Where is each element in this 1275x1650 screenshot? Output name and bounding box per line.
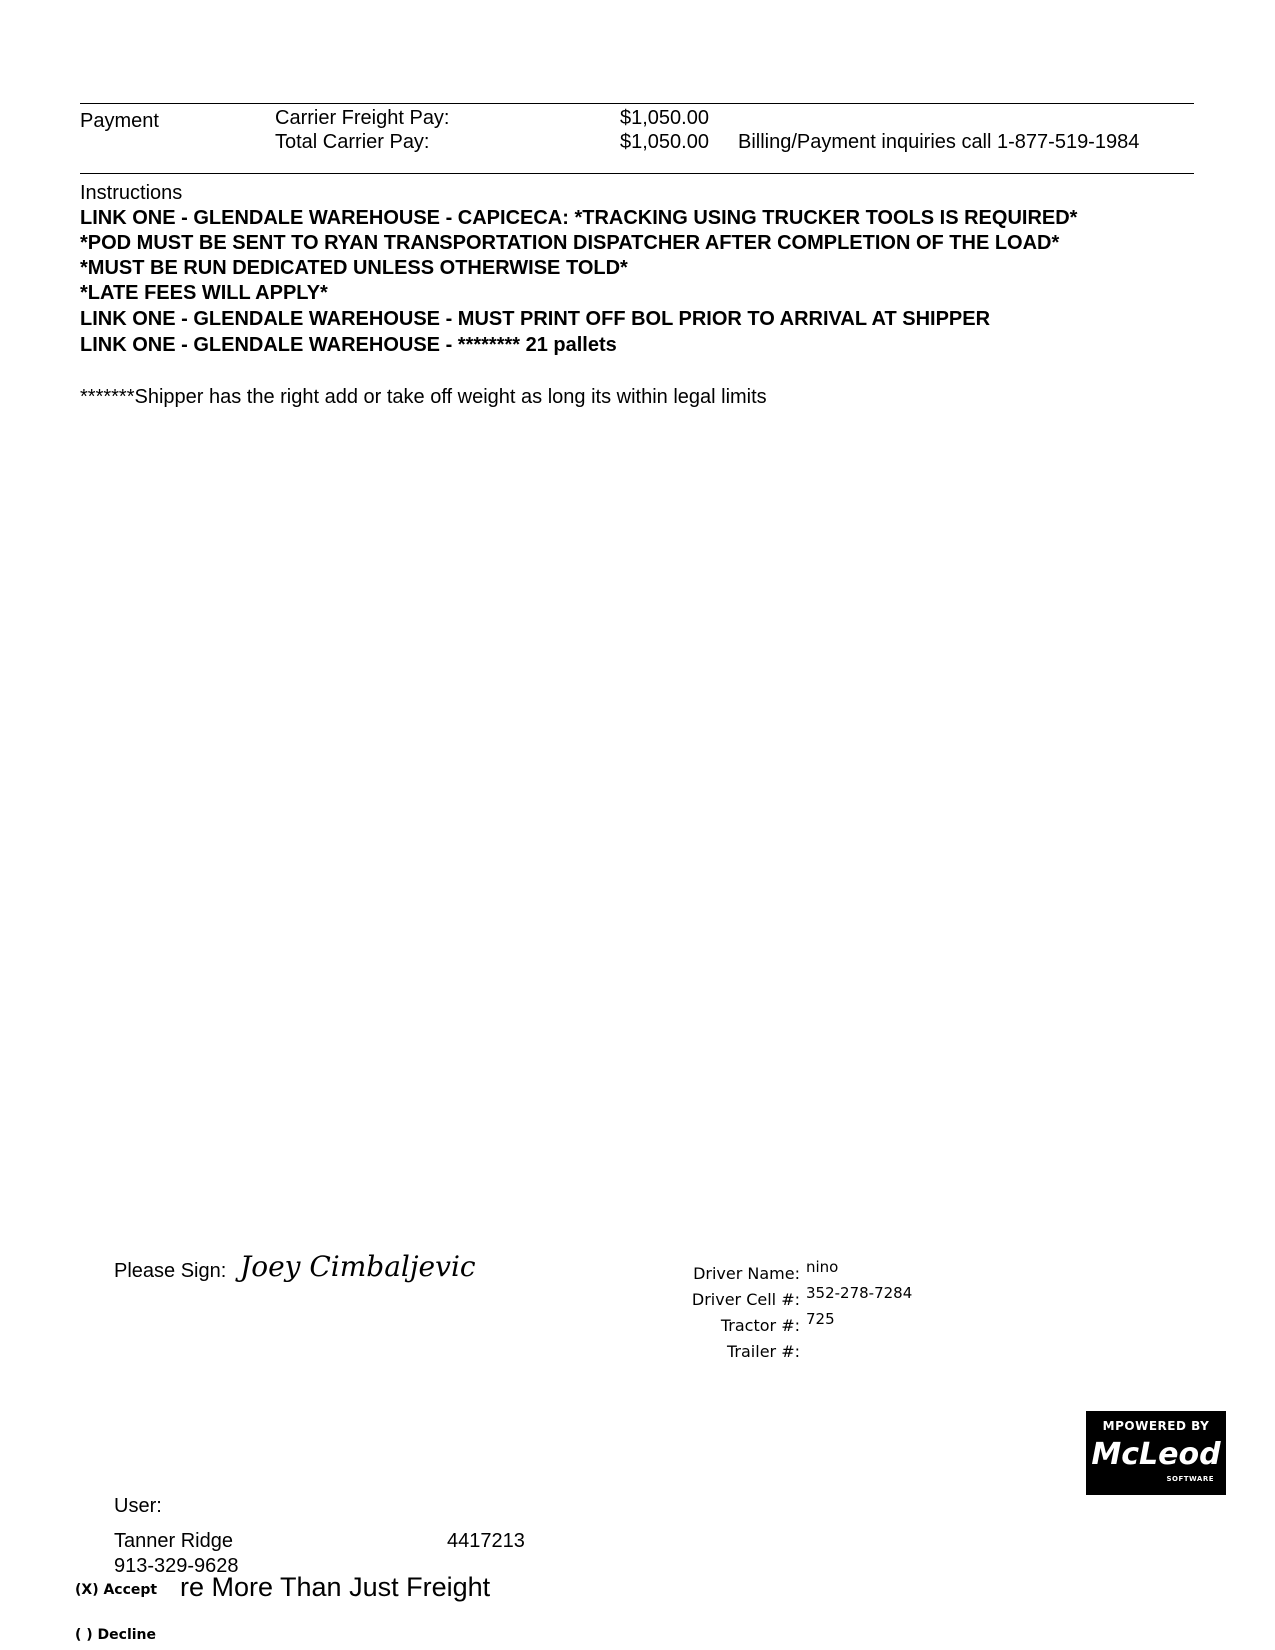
tractor-label: Tractor #: bbox=[720, 1316, 800, 1335]
instructions-heading: Instructions bbox=[80, 182, 183, 204]
logo-brand-text: McLeod bbox=[1091, 1437, 1221, 1472]
middle-rule bbox=[80, 173, 1194, 174]
driver-name-label: Driver Name: bbox=[693, 1264, 800, 1283]
trailer-label: Trailer #: bbox=[727, 1342, 800, 1361]
driver-cell: 352-278-7284 bbox=[806, 1284, 913, 1302]
please-sign-label: Please Sign: bbox=[114, 1260, 227, 1282]
user-label: User: bbox=[114, 1495, 162, 1517]
tagline: re More Than Just Freight bbox=[180, 1572, 491, 1602]
user-name: Tanner Ridge bbox=[114, 1530, 233, 1552]
instruction-line: *MUST BE RUN DEDICATED UNLESS OTHERWISE TOLD* bbox=[80, 257, 628, 279]
driver-name: nino bbox=[806, 1258, 839, 1276]
carrier-freight-pay-label: Carrier Freight Pay: bbox=[275, 107, 450, 129]
shipper-weight-note: *******Shipper has the right add or take off weight as long its within legal limits bbox=[80, 386, 767, 408]
instruction-line: LINK ONE - GLENDALE WAREHOUSE - ******** 21 pallets bbox=[80, 334, 617, 356]
logo-sub-text: SOFTWARE bbox=[1166, 1475, 1214, 1483]
total-carrier-pay-label: Total Carrier Pay: bbox=[275, 131, 430, 153]
tractor-number: 725 bbox=[806, 1310, 835, 1328]
instruction-line: LINK ONE - GLENDALE WAREHOUSE - CAPICECA: *TRACKING USING TRUCKER TOOLS IS REQUIRED* bbox=[80, 207, 1078, 229]
instruction-line: *POD MUST BE SENT TO RYAN TRANSPORTATION DISPATCHER AFTER COMPLETION OF THE LOAD* bbox=[80, 232, 1060, 254]
top-rule bbox=[80, 103, 1194, 104]
accept-option[interactable]: (X) Accept bbox=[75, 1582, 158, 1598]
billing-inquiries: Billing/Payment inquiries call 1-877-519-1984 bbox=[738, 131, 1140, 153]
logo-top-text: MPOWERED BY bbox=[1102, 1419, 1210, 1433]
carrier-freight-pay-amount: $1,050.00 bbox=[620, 107, 709, 129]
signature-value: Joey Cimbaljevic bbox=[240, 1250, 476, 1283]
user-id: 4417213 bbox=[447, 1530, 525, 1552]
payment-label: Payment bbox=[80, 110, 159, 132]
driver-cell-label: Driver Cell #: bbox=[691, 1290, 800, 1309]
total-carrier-pay-amount: $1,050.00 bbox=[620, 131, 709, 153]
instruction-line: LINK ONE - GLENDALE WAREHOUSE - MUST PRINT OFF BOL PRIOR TO ARRIVAL AT SHIPPER bbox=[80, 308, 991, 330]
mcleod-logo bbox=[1086, 1411, 1226, 1495]
decline-option[interactable]: ( ) Decline bbox=[75, 1627, 157, 1643]
instruction-line: *LATE FEES WILL APPLY* bbox=[80, 282, 328, 304]
user-phone: 913-329-9628 bbox=[114, 1555, 239, 1577]
